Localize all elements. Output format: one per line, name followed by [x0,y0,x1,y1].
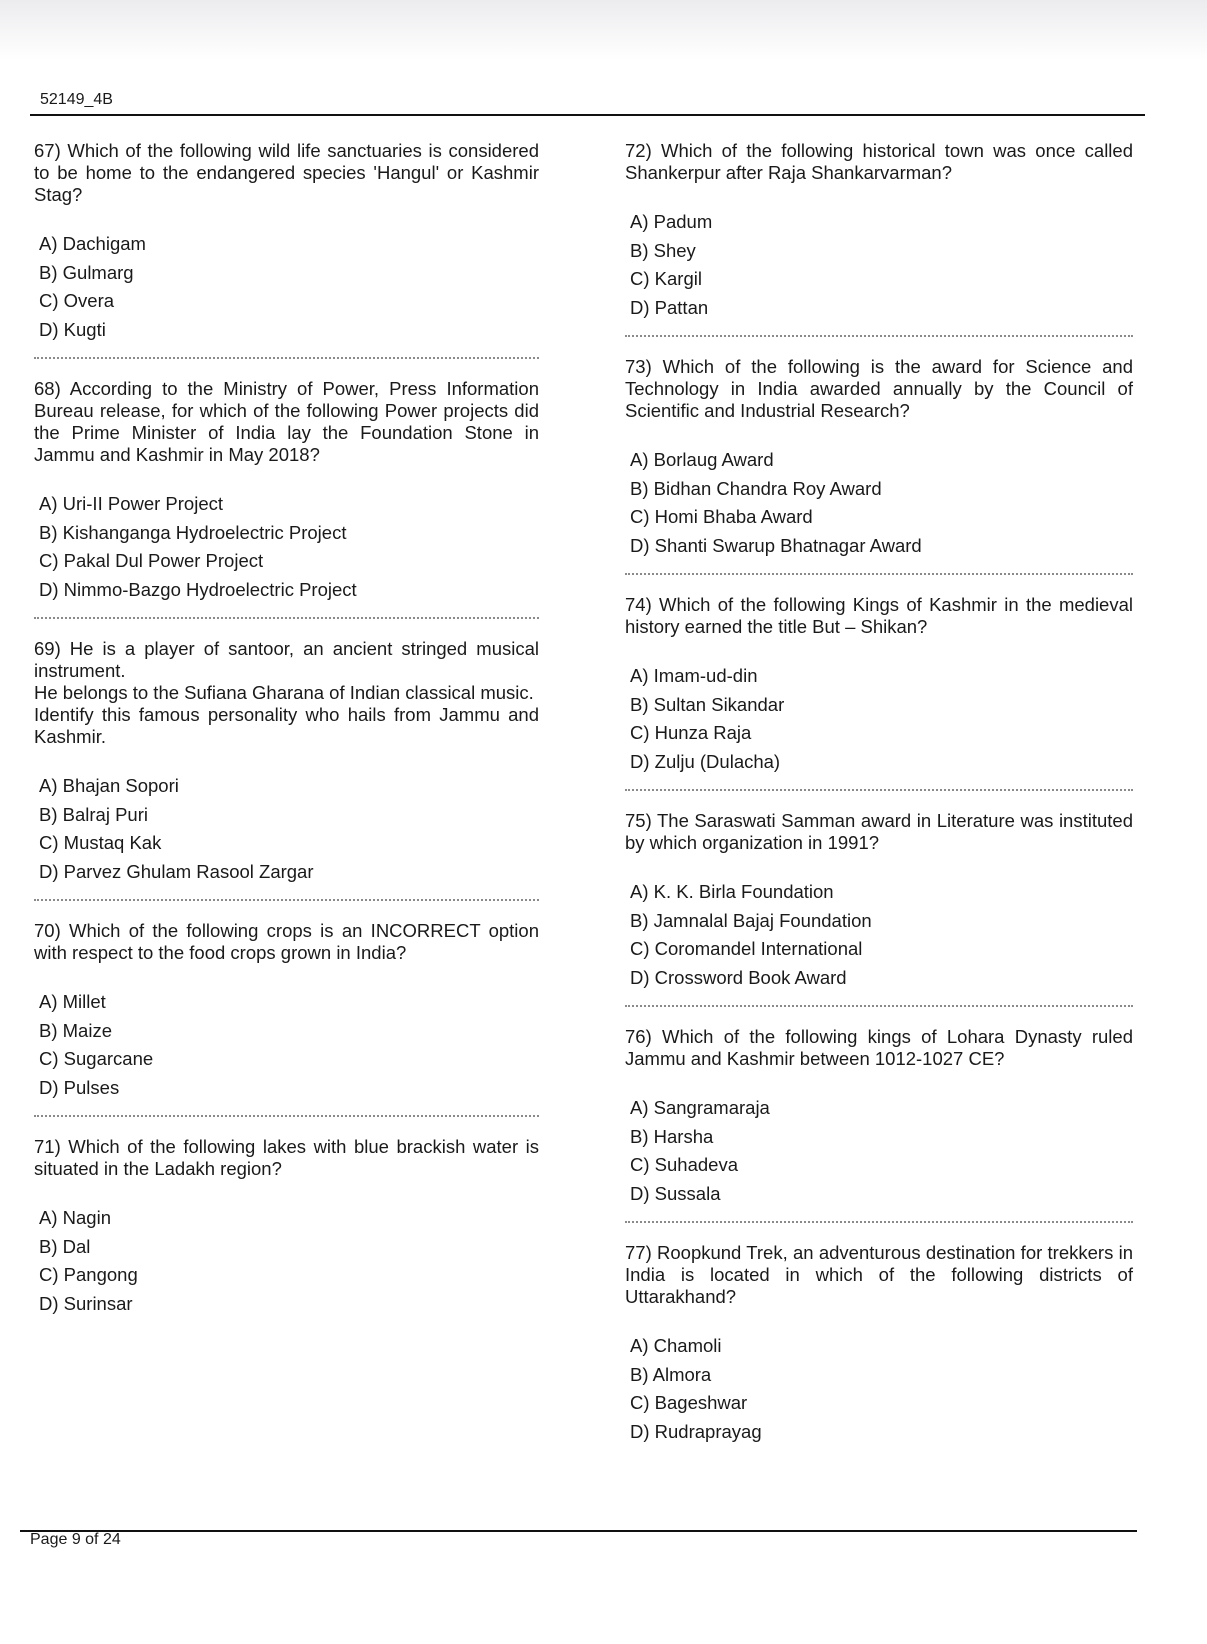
question-text: 77) Roopkund Trek, an adventurous destination for trekkers in India is located in which of the following districts of Uttarakhand? [625,1242,1133,1307]
question-text: 67) Which of the following wild life sanctuaries is considered to be home to the endangered species 'Hangul' or Kashmir Stag? [34,140,539,205]
footer-rule [20,1530,1137,1532]
option-c: C) Mustaq Kak [39,832,162,853]
option-a: A) Chamoli [630,1335,722,1356]
question-67 [34,140,539,344]
option-a: A) Bhajan Sopori [39,775,179,796]
option-c: C) Pakal Dul Power Project [39,550,264,571]
options-list [630,446,1133,560]
option-b: B) Gulmarg [39,261,134,283]
question-74 [625,594,1133,776]
question-separator [625,573,1133,575]
question-text: 73) Which of the following is the award for Science and Technology in India awarded annually by the Council of Scientific and Industrial Research? [625,356,1133,421]
question-68 [34,378,539,604]
question-70 [34,920,539,1102]
question-text: 74) Which of the following Kings of Kashmir in the medieval history earned the title But – Shikan? [625,594,1133,637]
paper-code: 52149_4B [40,91,113,108]
left-column [34,140,539,1318]
question-77 [625,1242,1133,1446]
question-72 [625,140,1133,322]
question-69 [34,638,539,886]
question-73 [625,356,1133,560]
option-d: D) Surinsar [39,1292,133,1314]
question-text: 76) Which of the following kings of Lohara Dynasty ruled Jammu and Kashmir between 1012-1027 CE? [625,1026,1133,1069]
options-list [630,878,1133,992]
option-b: B) Maize [39,1019,112,1041]
option-c: C) Bageshwar [630,1392,748,1413]
option-b: B) Harsha [630,1125,714,1147]
option-d: D) Pulses [39,1076,120,1098]
question-text: 71) Which of the following lakes with blue brackish water is situated in the Ladakh region? [34,1136,539,1179]
option-a: A) K. K. Birla Foundation [630,881,834,902]
option-c: C) Overa [39,290,115,311]
option-a: A) Nagin [39,1207,111,1228]
question-71 [34,1136,539,1318]
question-separator [625,1221,1133,1223]
question-text: 72) Which of the following historical town was once called Shankerpur after Raja Shankarvarman? [625,140,1133,183]
options-list [39,772,539,886]
options-list [39,988,539,1102]
option-b: B) Sultan Sikandar [630,693,785,715]
question-separator [625,789,1133,791]
option-b: B) Almora [630,1363,712,1385]
question-separator [34,1115,539,1117]
question-text: 70) Which of the following crops is an INCORRECT option with respect to the food crops grown in India? [34,920,539,963]
option-b: B) Kishanganga Hydroelectric Project [39,521,347,543]
option-b: B) Dal [39,1235,91,1257]
question-separator [34,899,539,901]
question-separator [34,617,539,619]
option-c: C) Suhadeva [630,1154,738,1175]
question-separator [625,1005,1133,1007]
option-b: B) Balraj Puri [39,803,148,825]
option-c: C) Homi Bhaba Award [630,506,813,527]
options-list [630,208,1133,322]
option-c: C) Kargil [630,268,702,289]
option-c: C) Coromandel International [630,938,863,959]
options-list [39,1204,539,1318]
option-c: C) Sugarcane [39,1048,154,1069]
options-list [39,490,539,604]
question-text: 68) According to the Ministry of Power, Press Information Bureau release, for which of the following Power projects did the Prime Minister of India lay the Foundation Stone in Jammu and Kashmir in May 2018? [34,378,539,465]
option-a: A) Borlaug Award [630,449,774,470]
option-b: B) Jamnalal Bajaj Foundation [630,909,872,931]
option-d: D) Rudraprayag [630,1420,762,1442]
option-a: A) Dachigam [39,233,146,254]
question-separator [34,357,539,359]
header-rule [30,114,1145,116]
question-75 [625,810,1133,992]
question-separator [625,335,1133,337]
options-list [630,662,1133,776]
right-column [625,140,1133,1446]
option-a: A) Imam-ud-din [630,665,758,686]
scan-shadow [0,0,1207,60]
option-a: A) Padum [630,211,713,232]
option-b: B) Shey [630,239,696,261]
option-a: A) Sangramaraja [630,1097,770,1118]
option-d: D) Parvez Ghulam Rasool Zargar [39,860,314,882]
page-number: Page 9 of 24 [30,1531,121,1548]
option-a: A) Millet [39,991,106,1012]
option-d: D) Zulju (Dulacha) [630,750,781,772]
option-c: C) Hunza Raja [630,722,752,743]
option-d: D) Shanti Swarup Bhatnagar Award [630,534,922,556]
option-c: C) Pangong [39,1264,138,1285]
option-d: D) Pattan [630,296,709,318]
question-76 [625,1026,1133,1208]
option-d: D) Nimmo-Bazgo Hydroelectric Project [39,578,357,600]
question-text: 69) He is a player of santoor, an ancient stringed musical instrument. He belongs to the Sufiana Gharana of Indian classical music. Identify this famous personality who hails from Jammu and Kashmir. [34,638,539,747]
question-text: 75) The Saraswati Samman award in Literature was instituted by which organization in 1991? [625,810,1133,853]
options-list [630,1094,1133,1208]
option-b: B) Bidhan Chandra Roy Award [630,477,882,499]
option-d: D) Crossword Book Award [630,966,847,988]
options-list [630,1332,1133,1446]
option-d: D) Kugti [39,318,106,340]
option-d: D) Sussala [630,1182,721,1204]
option-a: A) Uri-II Power Project [39,493,224,514]
options-list [39,230,539,344]
